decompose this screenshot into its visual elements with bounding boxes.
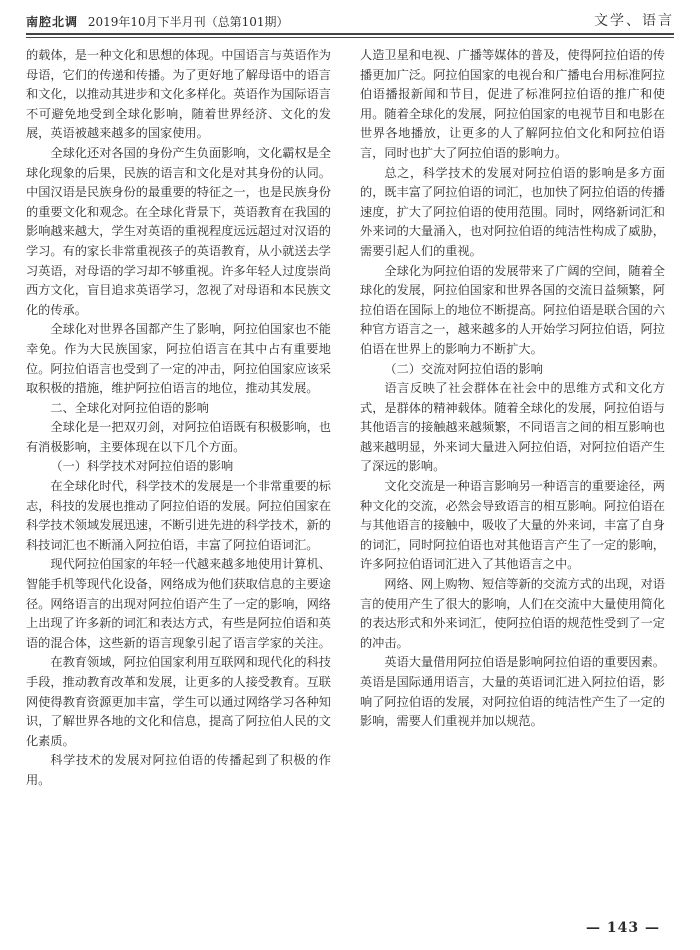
section-heading: （一）科学技术对阿拉伯语的影响 [50,459,234,474]
body-paragraph: 网络、网上购物、短信等新的交流方式的出现，对语言的使用产生了很大的影响，人们在交流中大量使用简化的表达形式和外来词汇，使阿拉伯语的规范性受到了一定的冲击。 [360,577,665,650]
header-rule-thin [26,37,674,38]
running-header [26,10,674,33]
issue-info: 2019年10月下半月刊（总第101期） [87,15,289,29]
body-paragraph: 语言反映了社会群体在社会中的思维方式和文化方式，是群体的精神载体。随着全球化的发展，阿拉伯语与其他语言的接触越来越频繁，不同语言之间的相互影响也越来越明显，外来词大量进入阿拉伯语，对阿拉伯语产生了深远的影响。 [360,381,665,474]
body-paragraph: 现代阿拉伯国家的年轻一代越来越多地使用计算机、智能手机等现代化设备，网络成为他们获取信息的主要途径。网络语言的出现对阿拉伯语产生了一定的影响，网络上出现了许多新的词汇和表达方式，有些是阿拉伯语和英语的混合体，这些新的语言现象引起了语言学家的关注。 [26,557,331,650]
header-left [26,13,289,30]
section-heading: （二）交流对阿拉伯语的影响 [384,361,543,376]
body-paragraph: 科学技术的发展对阿拉伯语的传播起到了积极的作用。 [26,753,331,787]
left-text-column [26,46,331,916]
body-paragraph: 全球化还对各国的身份产生负面影响，文化霸权是全球化现象的后果，民族的语言和文化是对其身份的认同。中国汉语是民族身份的最重要的特征之一，也是民族身份的重要文化和观念。在全球化背景下，英语教育在我国的影响越来越大，学生对英语的重视程度远远超过对汉语的学习。有的家长非常重视孩子的英语教育，从小就送去学习英语，对母语的学习却不够重视。许多年轻人过度崇尚西方文化，盲目追求英语学习，忽视了对母语和本民族文化的传承。 [26,145,331,317]
body-paragraph: 总之，科学技术的发展对阿拉伯语的影响是多方面的，既丰富了阿拉伯语的词汇，也加快了阿拉伯语的传播速度，扩大了阿拉伯语的使用范围。同时，网络新词汇和外来词的大量涌入，也对阿拉伯语的纯洁性构成了威胁，需要引起人们的重视。 [360,165,665,258]
body-paragraph: 全球化为阿拉伯语的发展带来了广阔的空间，随着全球化的发展，阿拉伯国家和世界各国的交流日益频繁，阿拉伯语在国际上的地位不断提高。阿拉伯语是联合国的六种官方语言之一，越来越多的人开始学习阿拉伯语，阿拉伯语在世界上的影响力不断扩大。 [360,263,665,356]
section-heading: 二、全球化对阿拉伯语的影响 [50,400,209,415]
body-paragraph: 在教育领域，阿拉伯国家利用互联网和现代化的科技手段，推动教育改革和发展，让更多的人接受教育。互联网使得教育资源更加丰富，学生可以通过网络学习各种知识，了解世界各地的文化和信息，提高了阿拉伯人民的文化素质。 [26,655,331,748]
header-rule-thick [26,33,674,35]
body-paragraph: 的载体，是一种文化和思想的体现。中国语言与英语作为母语，它们的传递和传播。为了更好地了解母语中的语言和文化，以推动其进步和文化多样化。英语作为国际语言不可避免地受到全球化影响，随着世界经济、文化的发展，英语被越来越多的国家使用。 [26,48,331,141]
page-number: — 143 — [586,920,660,936]
right-text-column [360,46,665,916]
body-paragraph: 英语大量借用阿拉伯语是影响阿拉伯语的重要因素。英语是国际通用语言，大量的英语词汇进入阿拉伯语，影响了阿拉伯语的发展，对阿拉伯语的纯洁性产生了一定的影响，需要人们重视并加以规范。 [360,655,665,729]
body-paragraph: 在全球化时代，科学技术的发展是一个非常重要的标志，科技的发展也推动了阿拉伯语的发展。阿拉伯国家在科学技术领域发展迅速，不断引进先进的科学技术，新的科技词汇也不断涌入阿拉伯语，丰富了阿拉伯语词汇。 [26,479,331,552]
journal-name: 南腔北调 [26,15,79,29]
body-paragraph: 全球化对世界各国都产生了影响，阿拉伯国家也不能幸免。作为大民族国家，阿拉伯语言在其中占有重要地位。阿拉伯语言也受到了一定的冲击，阿拉伯国家应该采取积极的措施，维护阿拉伯语言的地位，推动其发展。 [26,322,331,396]
body-paragraph: 人造卫星和电视、广播等媒体的普及，使得阿拉伯语的传播更加广泛。阿拉伯国家的电视台和广播电台用标准阿拉伯语播报新闻和节目，促进了标准阿拉伯语的推广和使用。随着全球化的发展，阿拉伯国家的电视节目和电影在世界各地播放，让更多的人了解阿拉伯文化和阿拉伯语言，同时也扩大了阿拉伯语的影响力。 [360,48,665,160]
body-paragraph: 全球化是一把双刃剑，对阿拉伯语既有积极影响，也有消极影响，主要体现在以下几个方面。 [26,420,331,454]
body-paragraph: 文化交流是一种语言影响另一种语言的重要途径，两种文化的交流，必然会导致语言的相互影响。阿拉伯语在与其他语言的接触中，吸收了大量的外来词，丰富了自身的词汇，同时阿拉伯语也对其他语言产生了一定的影响，许多阿拉伯语词汇进入了其他语言之中。 [360,479,665,572]
section-name: 文学、语言 [594,13,674,29]
